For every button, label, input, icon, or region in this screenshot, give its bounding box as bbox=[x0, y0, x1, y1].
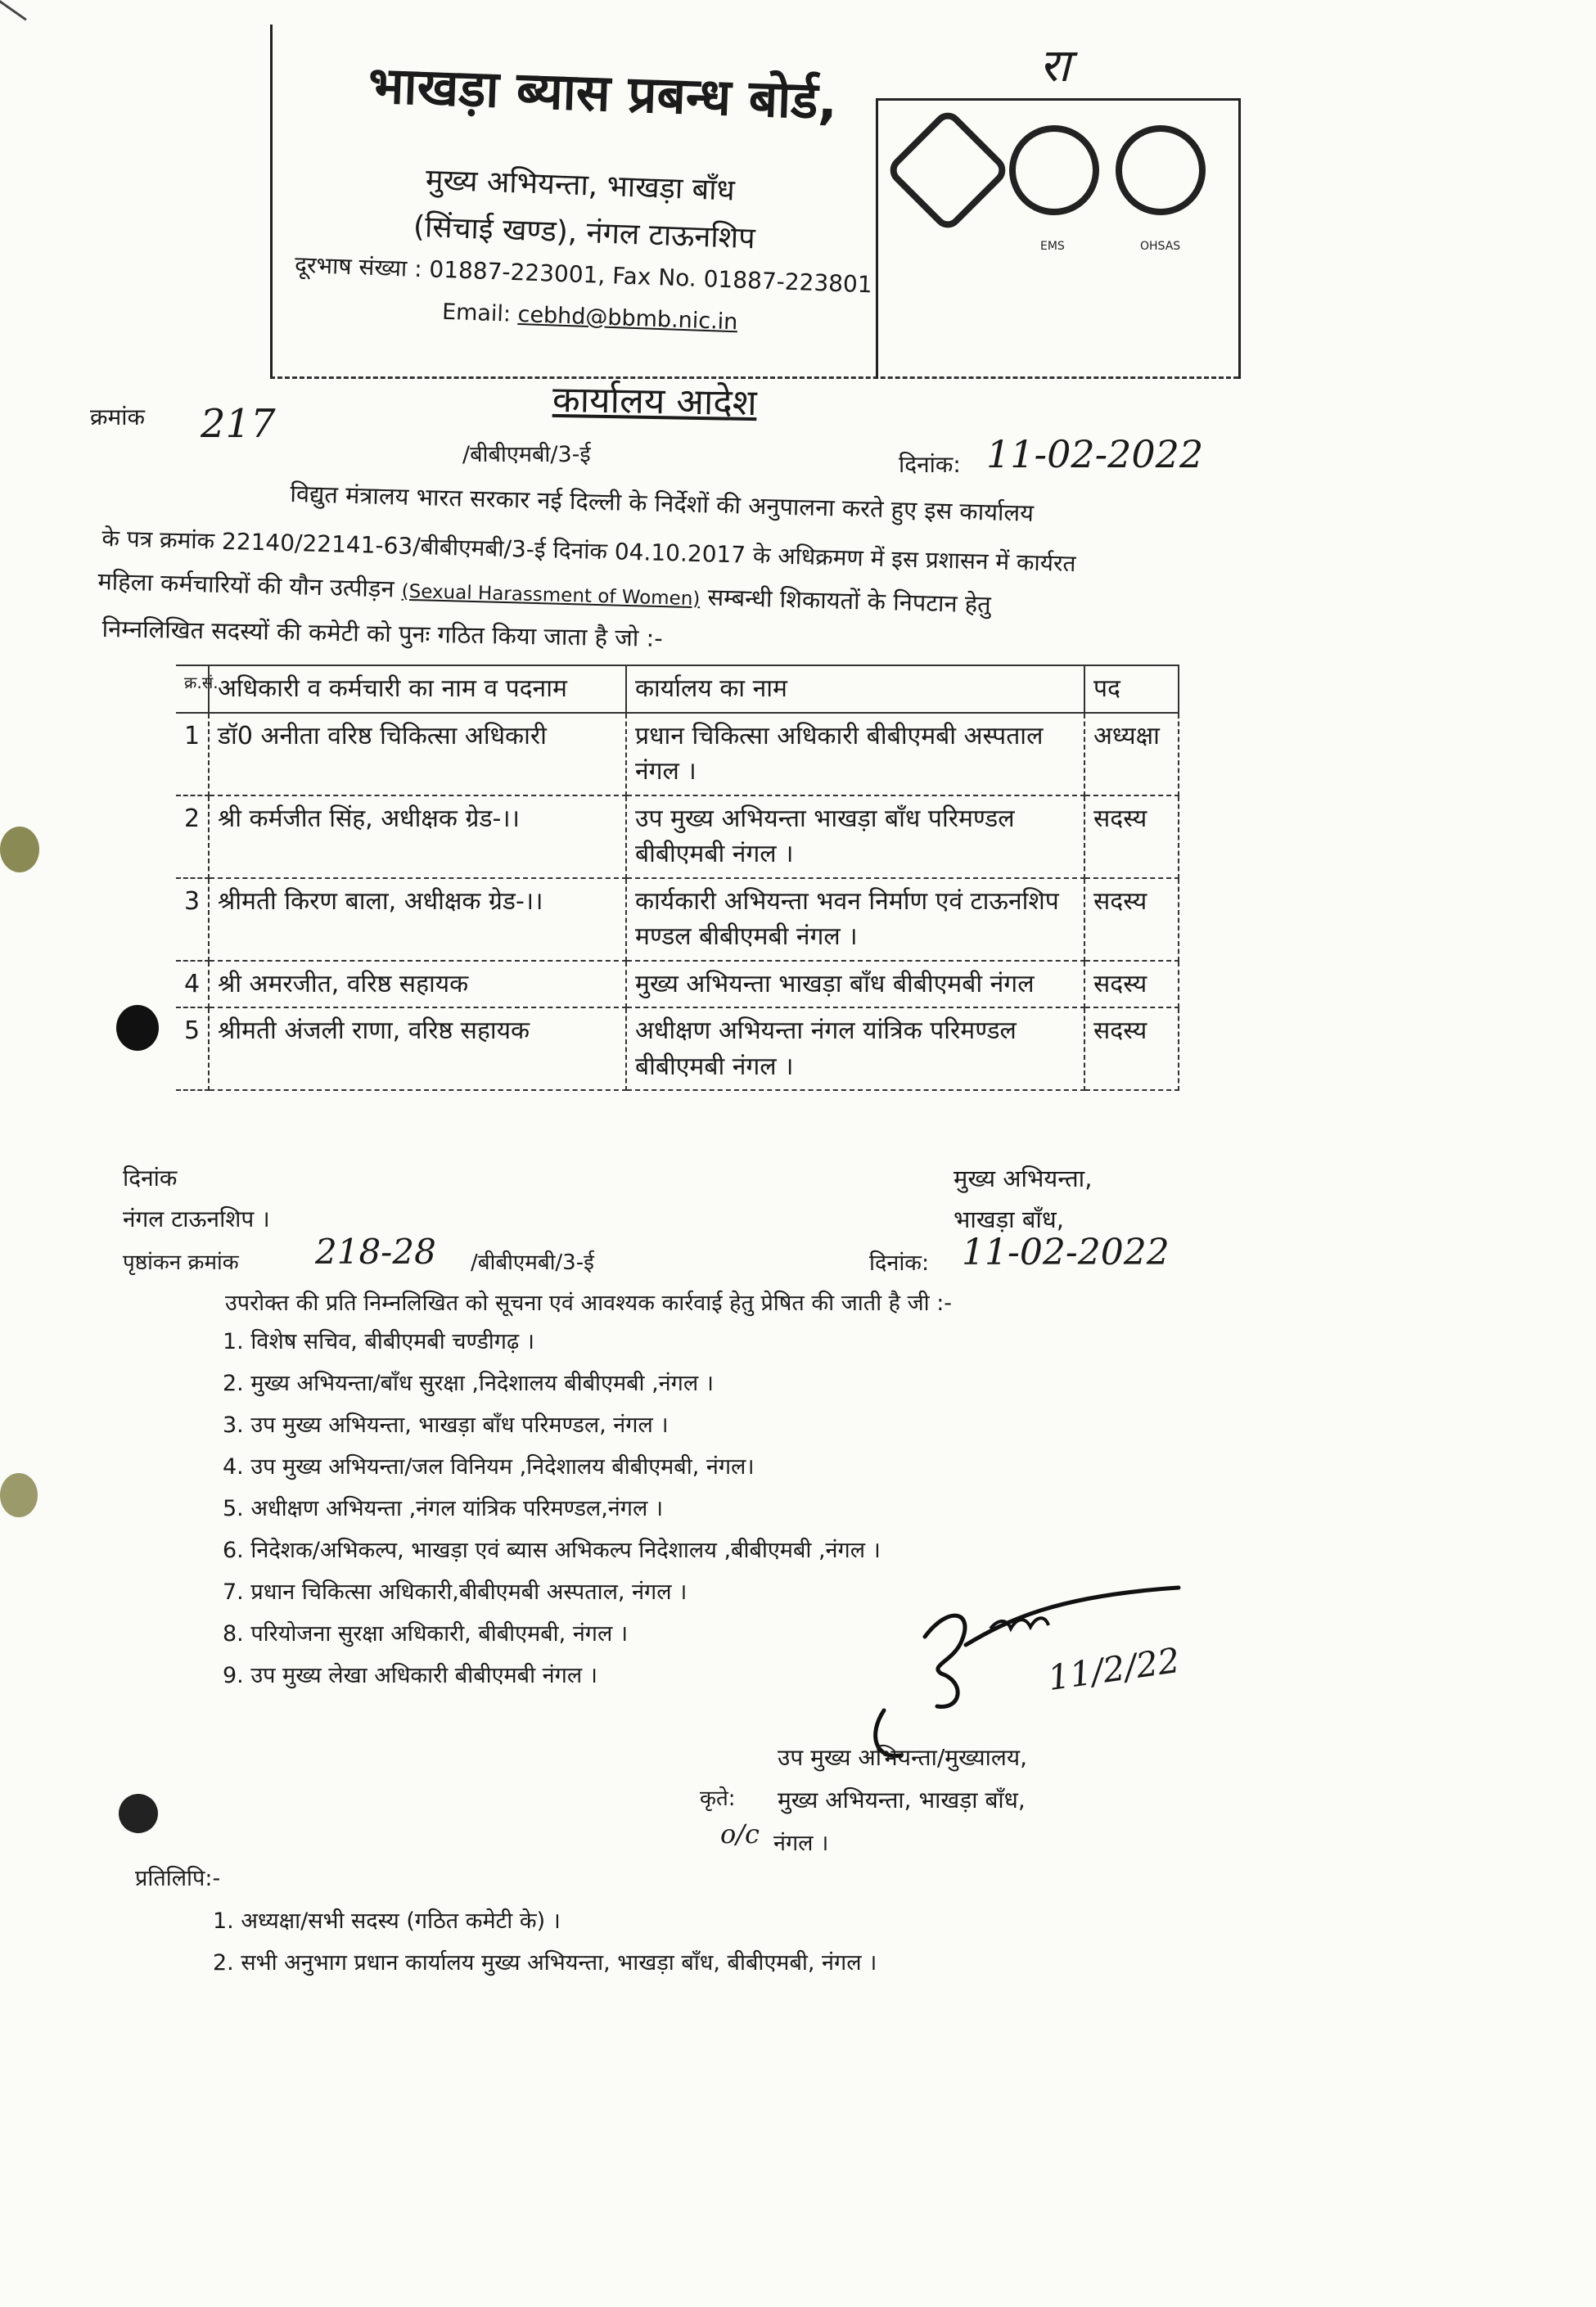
signatory-line: नंगल । bbox=[773, 1831, 829, 1856]
oc-mark: o/c bbox=[720, 1818, 760, 1850]
contact-phone: दूरभाष संख्या : 01887-223001, Fax No. 01887-223801 bbox=[294, 250, 873, 299]
seal-caption: EMS bbox=[1040, 240, 1065, 253]
cell-role: सदस्य bbox=[1084, 878, 1179, 961]
col-header-name: अधिकारी व कर्मचारी का नाम व पदनाम bbox=[209, 665, 626, 713]
cell-office: कार्यकारी अभियन्ता भवन निर्माण एवं टाऊनशिप मण्डल बीबीएमबी नंगल । bbox=[626, 878, 1084, 961]
endorsement-intro: उपरोक्त की प्रति निम्नलिखित को सूचना एवं आवश्यक कार्रवाई हेतु प्रेषित की जाती है जी :- bbox=[225, 1291, 953, 1316]
cell-sn: 4 bbox=[176, 961, 209, 1008]
handwritten-mark: रा bbox=[1039, 39, 1071, 92]
table-row bbox=[176, 713, 1179, 795]
issuer-date-label: दिनांक bbox=[123, 1165, 178, 1192]
body-line: निम्नलिखित सदस्यों की कमेटी को पुनः गठित किया जाता है जो :- bbox=[101, 614, 664, 652]
signatory-line: मुख्य अभियन्ता, भाखड़ा बाँध, bbox=[778, 1787, 1026, 1814]
cell-role: सदस्य bbox=[1084, 961, 1179, 1008]
order-date: 11-02-2022 bbox=[986, 432, 1204, 476]
ref-label: क्रमांक bbox=[90, 403, 146, 430]
cell-name: श्रीमती अंजली राणा, वरिष्ठ सहायक bbox=[209, 1007, 626, 1090]
committee-table bbox=[176, 665, 1179, 1091]
list-item: 7. प्रधान चिकित्सा अधिकारी,बीबीएमबी अस्पताल, नंगल । bbox=[223, 1579, 688, 1605]
cell-role: सदस्य bbox=[1084, 1007, 1179, 1090]
list-item: 4. उप मुख्य अभियन्ता/जल विनियम ,निदेशालय बीबीएमबी, नंगल। bbox=[223, 1454, 755, 1480]
body-line: महिला कर्मचारियों की यौन उत्पीड़न bbox=[97, 566, 395, 603]
punch-hole-mark bbox=[0, 827, 39, 872]
signature-date: 11/2/22 bbox=[1045, 1639, 1183, 1699]
certification-panel bbox=[876, 98, 1241, 379]
ink-blot bbox=[116, 1005, 159, 1051]
cell-role: सदस्य bbox=[1084, 795, 1179, 878]
certification-seal-icon bbox=[1116, 125, 1206, 215]
list-item: 1. अध्यक्षा/सभी सदस्य (गठित कमेटी के) । bbox=[213, 1908, 561, 1934]
table-row bbox=[176, 878, 1179, 961]
cell-sn: 5 bbox=[176, 1007, 209, 1090]
body-line-english: (Sexual Harassment of Women) bbox=[401, 580, 701, 611]
for-label: कृते: bbox=[700, 1787, 736, 1811]
ref-suffix: /बीबीएमबी/3-ई bbox=[462, 442, 591, 467]
cell-sn: 2 bbox=[176, 795, 209, 878]
endorsement-suffix: /बीबीएमबी/3-ई bbox=[471, 1250, 594, 1275]
list-item: 9. उप मुख्य लेखा अधिकारी बीबीएमबी नंगल । bbox=[223, 1663, 597, 1688]
body-line: सम्बन्धी शिकायतों के निपटान हेतु bbox=[707, 583, 992, 619]
certification-seal-icon bbox=[1009, 125, 1099, 215]
cell-name: डॉ0 अनीता वरिष्ठ चिकित्सा अधिकारी bbox=[209, 713, 626, 795]
issuer-designation: मुख्य अभियन्ता, bbox=[954, 1165, 1093, 1192]
copy-to-label: प्रतिलिपि:- bbox=[135, 1866, 221, 1891]
signatory-line: उप मुख्य अभियन्ता/मुख्यालय, bbox=[778, 1744, 1027, 1771]
list-item: 2. मुख्य अभियन्ता/बाँध सुरक्षा ,निदेशालय बीबीएमबी ,नंगल । bbox=[223, 1371, 714, 1396]
cell-office: अधीक्षण अभियन्ता नंगल यांत्रिक परिमण्डल बीबीएमबी नंगल । bbox=[626, 1007, 1084, 1090]
table-header-row bbox=[176, 665, 1179, 713]
org-name: भाखड़ा ब्यास प्रबन्ध बोर्ड, bbox=[367, 55, 839, 131]
col-header-role: पद bbox=[1084, 665, 1179, 713]
body-line: के पत्र क्रमांक 22140/22141-63/बीबीएमबी/3-ई दिनांक 04.10.2017 के अधिक्रमण में इस प्रशासन में कार्यरत bbox=[101, 524, 1076, 578]
division-name: (सिंचाई खण्ड), नंगल टाऊनशिप bbox=[413, 210, 756, 256]
list-item: 3. उप मुख्य अभियन्ता, भाखड़ा बाँध परिमण्डल, नंगल । bbox=[223, 1413, 669, 1438]
cell-office: उप मुख्य अभियन्ता भाखड़ा बाँध परिमण्डल बीबीएमबी नंगल । bbox=[626, 795, 1084, 878]
col-header-sn: क्र.सं. bbox=[176, 665, 209, 713]
col-header-office: कार्यालय का नाम bbox=[626, 665, 1084, 713]
email-label: Email: bbox=[441, 299, 512, 327]
list-item: 1. विशेष सचिव, बीबीएमबी चण्डीगढ़ । bbox=[223, 1329, 534, 1354]
ref-number: 217 bbox=[201, 401, 276, 447]
list-item: 5. अधीक्षण अभियन्ता ,नंगल यांत्रिक परिमण्डल,नंगल । bbox=[223, 1496, 664, 1521]
list-item: 6. निदेशक/अभिकल्प, भाखड़ा एवं ब्यास अभिकल्प निदेशालय ,बीबीएमबी ,नंगल । bbox=[223, 1538, 881, 1563]
cell-name: श्री अमरजीत, वरिष्ठ सहायक bbox=[209, 961, 626, 1008]
distribution-list bbox=[223, 1321, 881, 1696]
cell-sn: 1 bbox=[176, 713, 209, 795]
cell-office: मुख्य अभियन्ता भाखड़ा बाँध बीबीएमबी नंगल bbox=[626, 961, 1084, 1008]
office-name: मुख्य अभियन्ता, भाखड़ा बाँध bbox=[425, 163, 736, 208]
ink-blot bbox=[119, 1794, 158, 1833]
copy-to-list bbox=[213, 1900, 877, 1984]
table-row bbox=[176, 795, 1179, 878]
list-item: 2. सभी अनुभाग प्रधान कार्यालय मुख्य अभियन्ता, भाखड़ा बाँध, बीबीएमबी, नंगल । bbox=[213, 1950, 877, 1976]
issuer-designation: भाखड़ा बाँध, bbox=[954, 1205, 1064, 1233]
scan-edge bbox=[0, 0, 27, 20]
cell-role: अध्यक्षा bbox=[1084, 713, 1179, 795]
punch-hole-mark bbox=[0, 1473, 38, 1517]
cell-name: श्रीमती किरण बाला, अधीक्षक ग्रेड-।। bbox=[209, 878, 626, 961]
date-label: दिनांक: bbox=[899, 451, 961, 478]
seal-caption: OHSAS bbox=[1140, 240, 1181, 253]
cell-sn: 3 bbox=[176, 878, 209, 961]
order-title: कार्यालय आदेश bbox=[552, 378, 758, 425]
table-row bbox=[176, 1007, 1179, 1090]
cell-office: प्रधान चिकित्सा अधिकारी बीबीएमबी अस्पताल नंगल । bbox=[626, 713, 1084, 795]
certification-seal-icon bbox=[884, 106, 1012, 234]
endorsement-number: 218-28 bbox=[315, 1232, 436, 1272]
endorsement-date-label: दिनांक: bbox=[869, 1250, 930, 1276]
cell-name: श्री कर्मजीत सिंह, अधीक्षक ग्रेड-।। bbox=[209, 795, 626, 878]
list-item: 8. परियोजना सुरक्षा अधिकारी, बीबीएमबी, नंगल । bbox=[223, 1621, 629, 1647]
body-line: विद्युत मंत्रालय भारत सरकार नई दिल्ली के निर्देशों की अनुपालना करते हुए इस कार्यालय bbox=[290, 479, 1035, 527]
email-link[interactable]: cebhd@bbmb.nic.in bbox=[517, 301, 738, 336]
endorsement-date: 11-02-2022 bbox=[962, 1232, 1170, 1273]
issuer-place: नंगल टाऊनशिप । bbox=[123, 1205, 270, 1232]
endorsement-label: पृष्ठांकन क्रमांक bbox=[123, 1250, 239, 1275]
table-row bbox=[176, 961, 1179, 1008]
